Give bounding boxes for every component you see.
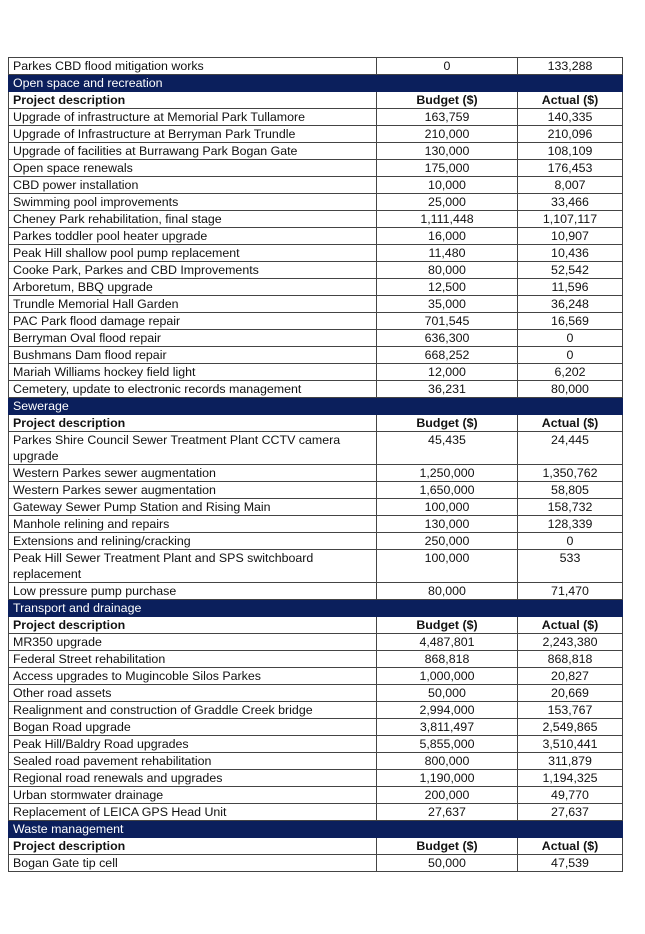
cell-actual: 80,000: [518, 381, 623, 398]
cell-actual: 1,107,117: [518, 211, 623, 228]
cell-actual: 10,436: [518, 245, 623, 262]
cell-actual: 16,569: [518, 313, 623, 330]
table-row: [9, 770, 623, 787]
header-budget: Budget ($): [377, 415, 518, 432]
cell-description: Replacement of LEICA GPS Head Unit: [9, 804, 377, 821]
cell-description: Realignment and construction of Graddle Creek bridge: [9, 702, 377, 719]
table-row: [9, 279, 623, 296]
table-row: [9, 228, 623, 245]
table-row: [9, 364, 623, 381]
cell-description: Mariah Williams hockey field light: [9, 364, 377, 381]
cell-budget: 636,300: [377, 330, 518, 347]
table-row: [9, 347, 623, 364]
column-header-row: [9, 415, 623, 432]
table-row: [9, 482, 623, 499]
table-row: [9, 432, 623, 465]
cell-actual: 1,350,762: [518, 465, 623, 482]
cell-description: Parkes Shire Council Sewer Treatment Plant CCTV camera upgrade: [9, 432, 377, 465]
cell-actual: 71,470: [518, 583, 623, 600]
cell-actual: 533: [518, 550, 623, 583]
header-actual: Actual ($): [518, 92, 623, 109]
table-row: [9, 685, 623, 702]
cell-budget: 0: [377, 58, 518, 75]
cell-actual: 210,096: [518, 126, 623, 143]
header-budget: Budget ($): [377, 617, 518, 634]
table-row: [9, 787, 623, 804]
cell-description: Peak Hill Sewer Treatment Plant and SPS switchboard replacement: [9, 550, 377, 583]
cell-actual: 311,879: [518, 753, 623, 770]
cell-actual: 11,596: [518, 279, 623, 296]
cell-actual: 24,445: [518, 432, 623, 465]
header-actual: Actual ($): [518, 415, 623, 432]
cell-description: Bogan Gate tip cell: [9, 855, 377, 872]
cell-actual: 176,453: [518, 160, 623, 177]
cell-budget: 80,000: [377, 262, 518, 279]
table-row: [9, 719, 623, 736]
cell-budget: 25,000: [377, 194, 518, 211]
cell-budget: 1,000,000: [377, 668, 518, 685]
table-row: [9, 702, 623, 719]
cell-budget: 200,000: [377, 787, 518, 804]
section-header-row: [9, 398, 623, 415]
table-row: [9, 177, 623, 194]
cell-description: Western Parkes sewer augmentation: [9, 482, 377, 499]
section-title: Waste management: [9, 821, 623, 838]
cell-actual: 47,539: [518, 855, 623, 872]
header-description: Project description: [9, 92, 377, 109]
table-row: [9, 465, 623, 482]
table-row: [9, 634, 623, 651]
cell-budget: 800,000: [377, 753, 518, 770]
projects-table: [8, 57, 623, 872]
cell-description: Urban stormwater drainage: [9, 787, 377, 804]
cell-actual: 153,767: [518, 702, 623, 719]
document-page: [8, 57, 623, 872]
table-row: [9, 533, 623, 550]
cell-actual: 3,510,441: [518, 736, 623, 753]
cell-actual: 0: [518, 533, 623, 550]
projects-table-body: [9, 58, 623, 872]
table-row: [9, 262, 623, 279]
cell-actual: 20,827: [518, 668, 623, 685]
cell-description: Upgrade of facilities at Burrawang Park Bogan Gate: [9, 143, 377, 160]
cell-description: Federal Street rehabilitation: [9, 651, 377, 668]
cell-description: Extensions and relining/cracking: [9, 533, 377, 550]
cell-budget: 130,000: [377, 143, 518, 160]
cell-description: Peak Hill/Baldry Road upgrades: [9, 736, 377, 753]
cell-actual: 27,637: [518, 804, 623, 821]
cell-actual: 140,335: [518, 109, 623, 126]
cell-description: Swimming pool improvements: [9, 194, 377, 211]
header-description: Project description: [9, 617, 377, 634]
cell-description: Peak Hill shallow pool pump replacement: [9, 245, 377, 262]
cell-description: Cheney Park rehabilitation, final stage: [9, 211, 377, 228]
cell-actual: 58,805: [518, 482, 623, 499]
cell-budget: 210,000: [377, 126, 518, 143]
table-row: [9, 804, 623, 821]
cell-description: Sealed road pavement rehabilitation: [9, 753, 377, 770]
cell-budget: 16,000: [377, 228, 518, 245]
section-header-row: [9, 75, 623, 92]
table-row: [9, 753, 623, 770]
cell-actual: 128,339: [518, 516, 623, 533]
cell-budget: 668,252: [377, 347, 518, 364]
cell-description: Arboretum, BBQ upgrade: [9, 279, 377, 296]
cell-budget: 1,250,000: [377, 465, 518, 482]
section-title: Open space and recreation: [9, 75, 623, 92]
section-header-row: [9, 821, 623, 838]
cell-budget: 27,637: [377, 804, 518, 821]
cell-budget: 1,650,000: [377, 482, 518, 499]
cell-actual: 8,007: [518, 177, 623, 194]
section-title: Transport and drainage: [9, 600, 623, 617]
cell-description: Parkes toddler pool heater upgrade: [9, 228, 377, 245]
cell-description: Bogan Road upgrade: [9, 719, 377, 736]
cell-budget: 868,818: [377, 651, 518, 668]
table-row: [9, 855, 623, 872]
header-actual: Actual ($): [518, 617, 623, 634]
cell-description: Gateway Sewer Pump Station and Rising Main: [9, 499, 377, 516]
cell-actual: 2,549,865: [518, 719, 623, 736]
cell-budget: 250,000: [377, 533, 518, 550]
table-row: [9, 516, 623, 533]
cell-description: Western Parkes sewer augmentation: [9, 465, 377, 482]
cell-budget: 35,000: [377, 296, 518, 313]
cell-budget: 36,231: [377, 381, 518, 398]
cell-budget: 3,811,497: [377, 719, 518, 736]
cell-actual: 49,770: [518, 787, 623, 804]
cell-actual: 6,202: [518, 364, 623, 381]
cell-budget: 130,000: [377, 516, 518, 533]
table-row: [9, 313, 623, 330]
cell-description: Access upgrades to Mugincoble Silos Parkes: [9, 668, 377, 685]
cell-actual: 108,109: [518, 143, 623, 160]
column-header-row: [9, 617, 623, 634]
cell-description: Cemetery, update to electronic records management: [9, 381, 377, 398]
cell-budget: 50,000: [377, 685, 518, 702]
cell-budget: 163,759: [377, 109, 518, 126]
table-row: [9, 143, 623, 160]
cell-budget: 80,000: [377, 583, 518, 600]
table-row: [9, 126, 623, 143]
cell-budget: 1,190,000: [377, 770, 518, 787]
cell-actual: 52,542: [518, 262, 623, 279]
header-description: Project description: [9, 838, 377, 855]
cell-budget: 4,487,801: [377, 634, 518, 651]
cell-budget: 10,000: [377, 177, 518, 194]
section-title: Sewerage: [9, 398, 623, 415]
cell-budget: 100,000: [377, 499, 518, 516]
table-row: [9, 550, 623, 583]
cell-description: Parkes CBD flood mitigation works: [9, 58, 377, 75]
cell-description: Upgrade of infrastructure at Memorial Park Tullamore: [9, 109, 377, 126]
cell-actual: 36,248: [518, 296, 623, 313]
header-budget: Budget ($): [377, 838, 518, 855]
cell-description: PAC Park flood damage repair: [9, 313, 377, 330]
column-header-row: [9, 92, 623, 109]
cell-budget: 701,545: [377, 313, 518, 330]
cell-description: Manhole relining and repairs: [9, 516, 377, 533]
header-description: Project description: [9, 415, 377, 432]
table-row: [9, 736, 623, 753]
cell-description: CBD power installation: [9, 177, 377, 194]
cell-budget: 100,000: [377, 550, 518, 583]
cell-budget: 45,435: [377, 432, 518, 465]
section-header-row: [9, 600, 623, 617]
table-row: [9, 194, 623, 211]
cell-actual: 0: [518, 347, 623, 364]
cell-description: Berryman Oval flood repair: [9, 330, 377, 347]
cell-description: Trundle Memorial Hall Garden: [9, 296, 377, 313]
cell-actual: 20,669: [518, 685, 623, 702]
cell-description: Open space renewals: [9, 160, 377, 177]
cell-actual: 33,466: [518, 194, 623, 211]
header-budget: Budget ($): [377, 92, 518, 109]
cell-actual: 868,818: [518, 651, 623, 668]
cell-description: Cooke Park, Parkes and CBD Improvements: [9, 262, 377, 279]
cell-actual: 158,732: [518, 499, 623, 516]
cell-budget: 50,000: [377, 855, 518, 872]
table-row: [9, 245, 623, 262]
cell-actual: 10,907: [518, 228, 623, 245]
cell-description: Bushmans Dam flood repair: [9, 347, 377, 364]
table-row: [9, 58, 623, 75]
table-row: [9, 160, 623, 177]
cell-description: Regional road renewals and upgrades: [9, 770, 377, 787]
table-row: [9, 583, 623, 600]
cell-budget: 1,111,448: [377, 211, 518, 228]
header-actual: Actual ($): [518, 838, 623, 855]
cell-actual: 0: [518, 330, 623, 347]
table-row: [9, 381, 623, 398]
table-row: [9, 651, 623, 668]
table-row: [9, 330, 623, 347]
cell-budget: 5,855,000: [377, 736, 518, 753]
table-row: [9, 668, 623, 685]
cell-budget: 11,480: [377, 245, 518, 262]
cell-budget: 175,000: [377, 160, 518, 177]
cell-description: Upgrade of Infrastructure at Berryman Park Trundle: [9, 126, 377, 143]
cell-actual: 133,288: [518, 58, 623, 75]
cell-budget: 2,994,000: [377, 702, 518, 719]
cell-actual: 2,243,380: [518, 634, 623, 651]
cell-description: MR350 upgrade: [9, 634, 377, 651]
cell-actual: 1,194,325: [518, 770, 623, 787]
table-row: [9, 211, 623, 228]
cell-description: Other road assets: [9, 685, 377, 702]
table-row: [9, 296, 623, 313]
column-header-row: [9, 838, 623, 855]
cell-description: Low pressure pump purchase: [9, 583, 377, 600]
cell-budget: 12,500: [377, 279, 518, 296]
cell-budget: 12,000: [377, 364, 518, 381]
table-row: [9, 499, 623, 516]
table-row: [9, 109, 623, 126]
